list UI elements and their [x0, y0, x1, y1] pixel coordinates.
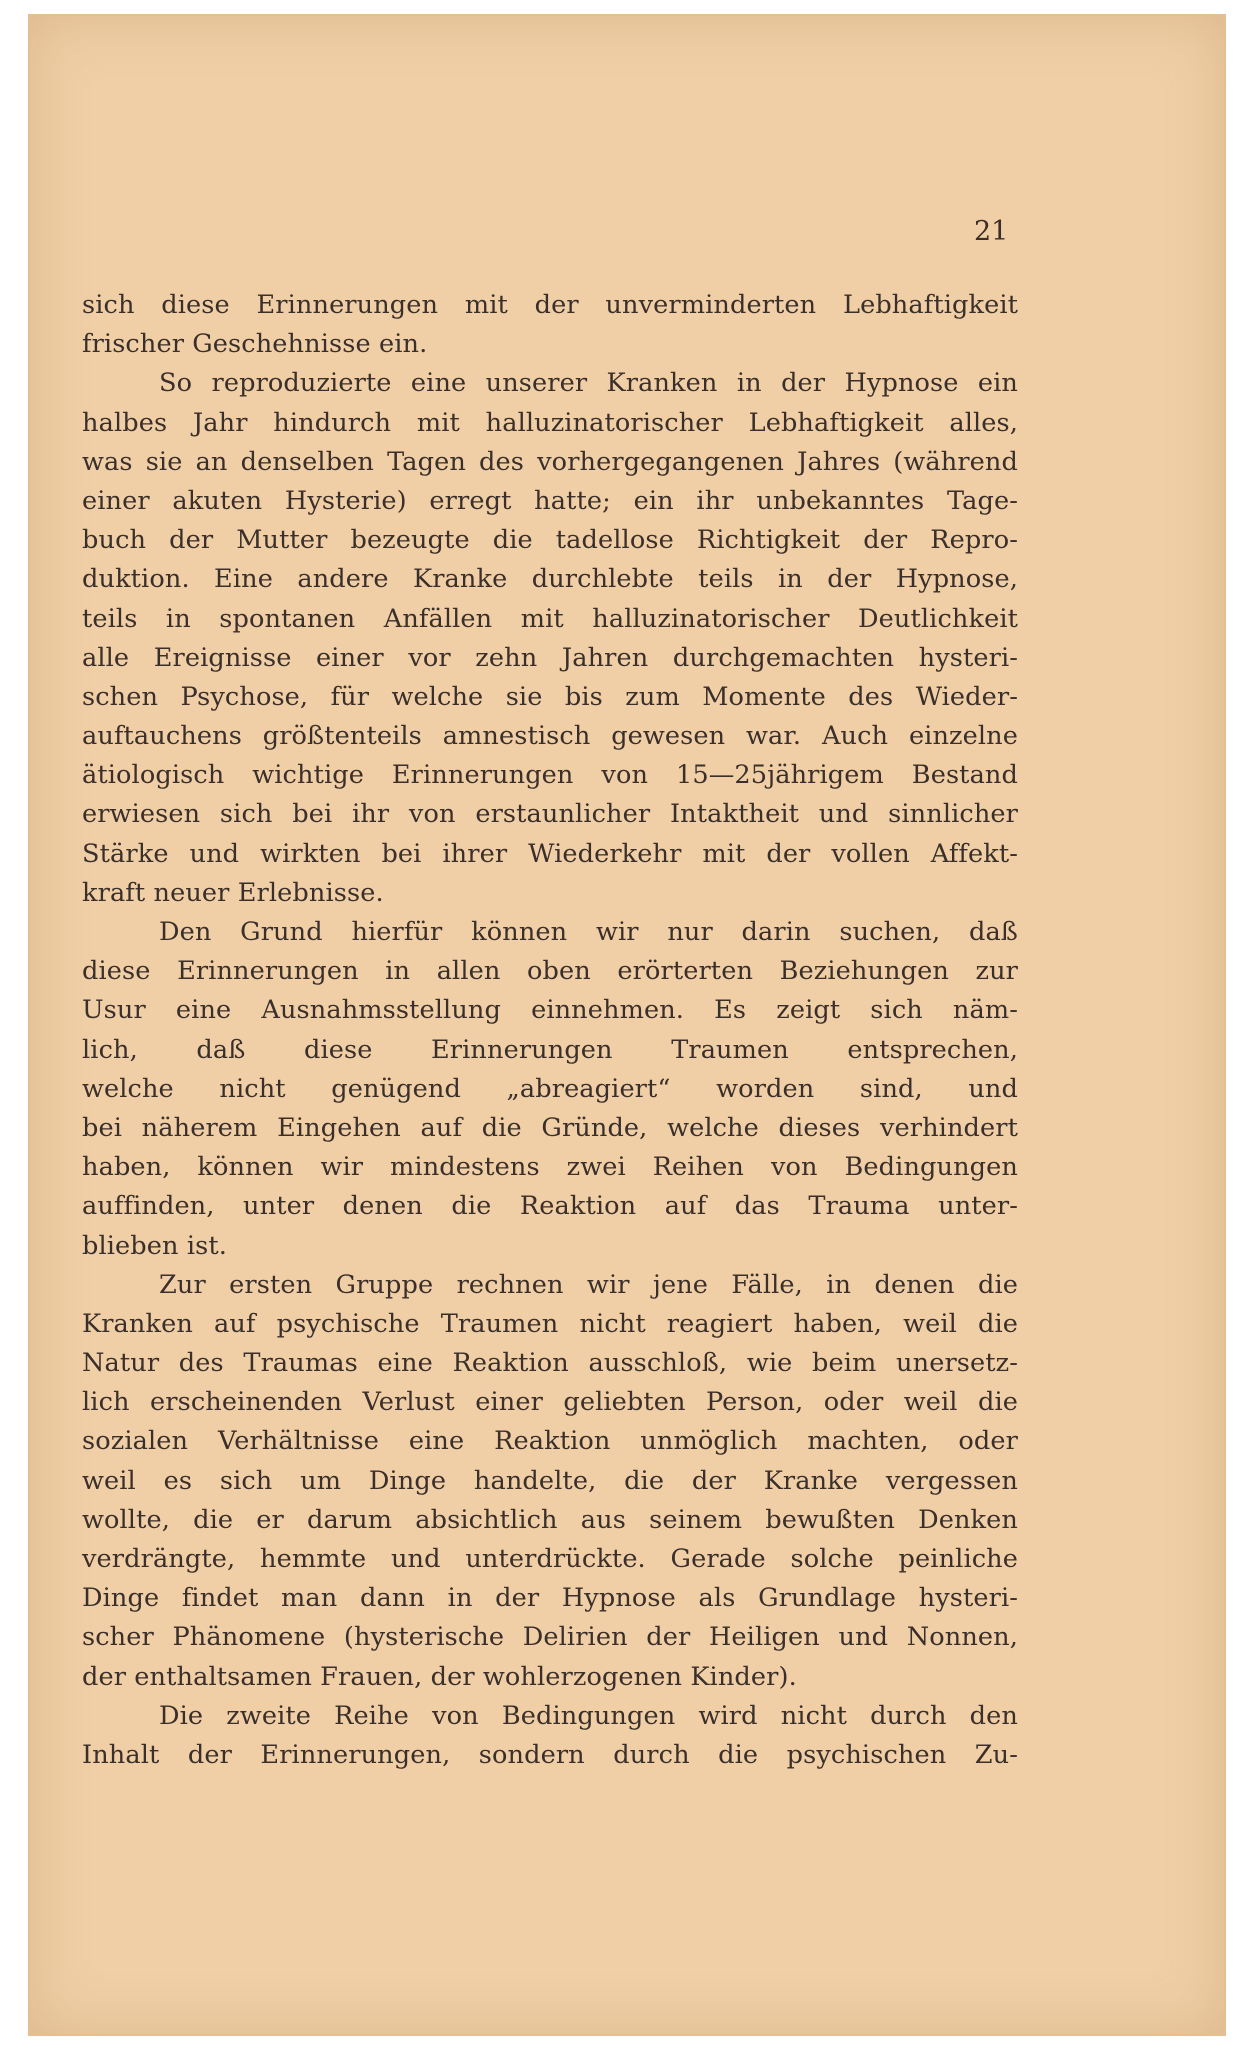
- text-line: alle Ereignisse einer vor zehn Jahren durchgemachten hysteri-: [82, 642, 1018, 673]
- text-line: duktion. Eine andere Kranke durchlebte teils in der Hypnose,: [82, 564, 1018, 595]
- text-line: lich erscheinenden Verlust einer geliebten Person, oder weil die: [82, 1387, 1018, 1418]
- text-line: auftauchens größtenteils amnestisch gewesen war. Auch einzelne: [82, 721, 1018, 752]
- text-line: So reproduzierte eine unserer Kranken in der Hypnose ein: [159, 368, 1018, 399]
- page-number: 21: [974, 216, 1009, 247]
- text-line: Usur eine Ausnahmsstellung einnehmen. Es zeigt sich näm-: [82, 995, 1018, 1026]
- text-line: Zur ersten Gruppe rechnen wir jene Fälle, in denen die: [159, 1269, 1018, 1300]
- text-line: welche nicht genügend „abreagiert“ worden sind, und: [82, 1073, 1018, 1104]
- text-line: weil es sich um Dinge handelte, die der Kranke vergessen: [82, 1465, 1018, 1496]
- text-line: kraft neuer Erlebnisse.: [82, 877, 384, 908]
- text-line: verdrängte, hemmte und unterdrückte. Gerade solche peinliche: [82, 1544, 1018, 1574]
- body-text: [82, 286, 1018, 1775]
- text-line: frischer Geschehnisse ein.: [82, 329, 428, 360]
- text-line: einer akuten Hysterie) erregt hatte; ein ihr unbekanntes Tage-: [82, 485, 1018, 516]
- text-line: lich, daß diese Erinnerungen Traumen entsprechen,: [82, 1034, 1018, 1065]
- text-line: schen Psychose, für welche sie bis zum Momente des Wieder-: [82, 681, 1018, 712]
- text-line: Dinge findet man dann in der Hypnose als Grundlage hysteri-: [82, 1583, 1018, 1614]
- text-line: wollte, die er darum absichtlich aus seinem bewußten Denken: [82, 1504, 1018, 1535]
- text-line: blieben ist.: [82, 1230, 227, 1261]
- text-line: der enthaltsamen Frauen, der wohlerzogenen Kinder).: [82, 1661, 797, 1692]
- text-line: Den Grund hierfür können wir nur darin suchen, daß: [159, 917, 1018, 947]
- text-line: bei näherem Eingehen auf die Gründe, welche dieses verhindert: [82, 1112, 1018, 1143]
- text-line: auffinden, unter denen die Reaktion auf das Trauma unter-: [82, 1191, 1018, 1222]
- text-line: Die zweite Reihe von Bedingungen wird nicht durch den: [159, 1700, 1018, 1731]
- text-line: Natur des Traumas eine Reaktion ausschloß, wie beim unersetz-: [82, 1348, 1018, 1379]
- text-line: diese Erinnerungen in allen oben erörterten Beziehungen zur: [82, 956, 1018, 987]
- text-line: ätiologisch wichtige Erinnerungen von 15—25jährigem Bestand: [82, 760, 1018, 791]
- text-line: teils in spontanen Anfällen mit halluzinatorischer Deutlichkeit: [82, 603, 1018, 634]
- text-line: haben, können wir mindestens zwei Reihen von Bedingungen: [82, 1152, 1018, 1183]
- text-line: erwiesen sich bei ihr von erstaunlicher Intaktheit und sinnlicher: [82, 799, 1018, 830]
- text-line: sozialen Verhältnisse eine Reaktion unmöglich machten, oder: [82, 1426, 1018, 1457]
- text-line: scher Phänomene (hysterische Delirien der Heiligen und Nonnen,: [82, 1622, 1018, 1653]
- text-line: sich diese Erinnerungen mit der unverminderten Lebhaftigkeit: [82, 290, 1018, 320]
- text-line: Inhalt der Erinnerungen, sondern durch die psychischen Zu-: [82, 1739, 1018, 1770]
- text-line: Stärke und wirkten bei ihrer Wiederkehr mit der vollen Affekt-: [82, 838, 1018, 869]
- text-line: Kranken auf psychische Traumen nicht reagiert haben, weil die: [82, 1308, 1018, 1339]
- text-line: buch der Mutter bezeugte die tadellose Richtigkeit der Repro-: [82, 525, 1018, 556]
- text-line: halbes Jahr hindurch mit halluzinatorischer Lebhaftigkeit alles,: [82, 407, 1018, 438]
- scanned-page: [28, 14, 1226, 2036]
- text-line: was sie an denselben Tagen des vorhergegangenen Jahres (während: [82, 446, 1018, 477]
